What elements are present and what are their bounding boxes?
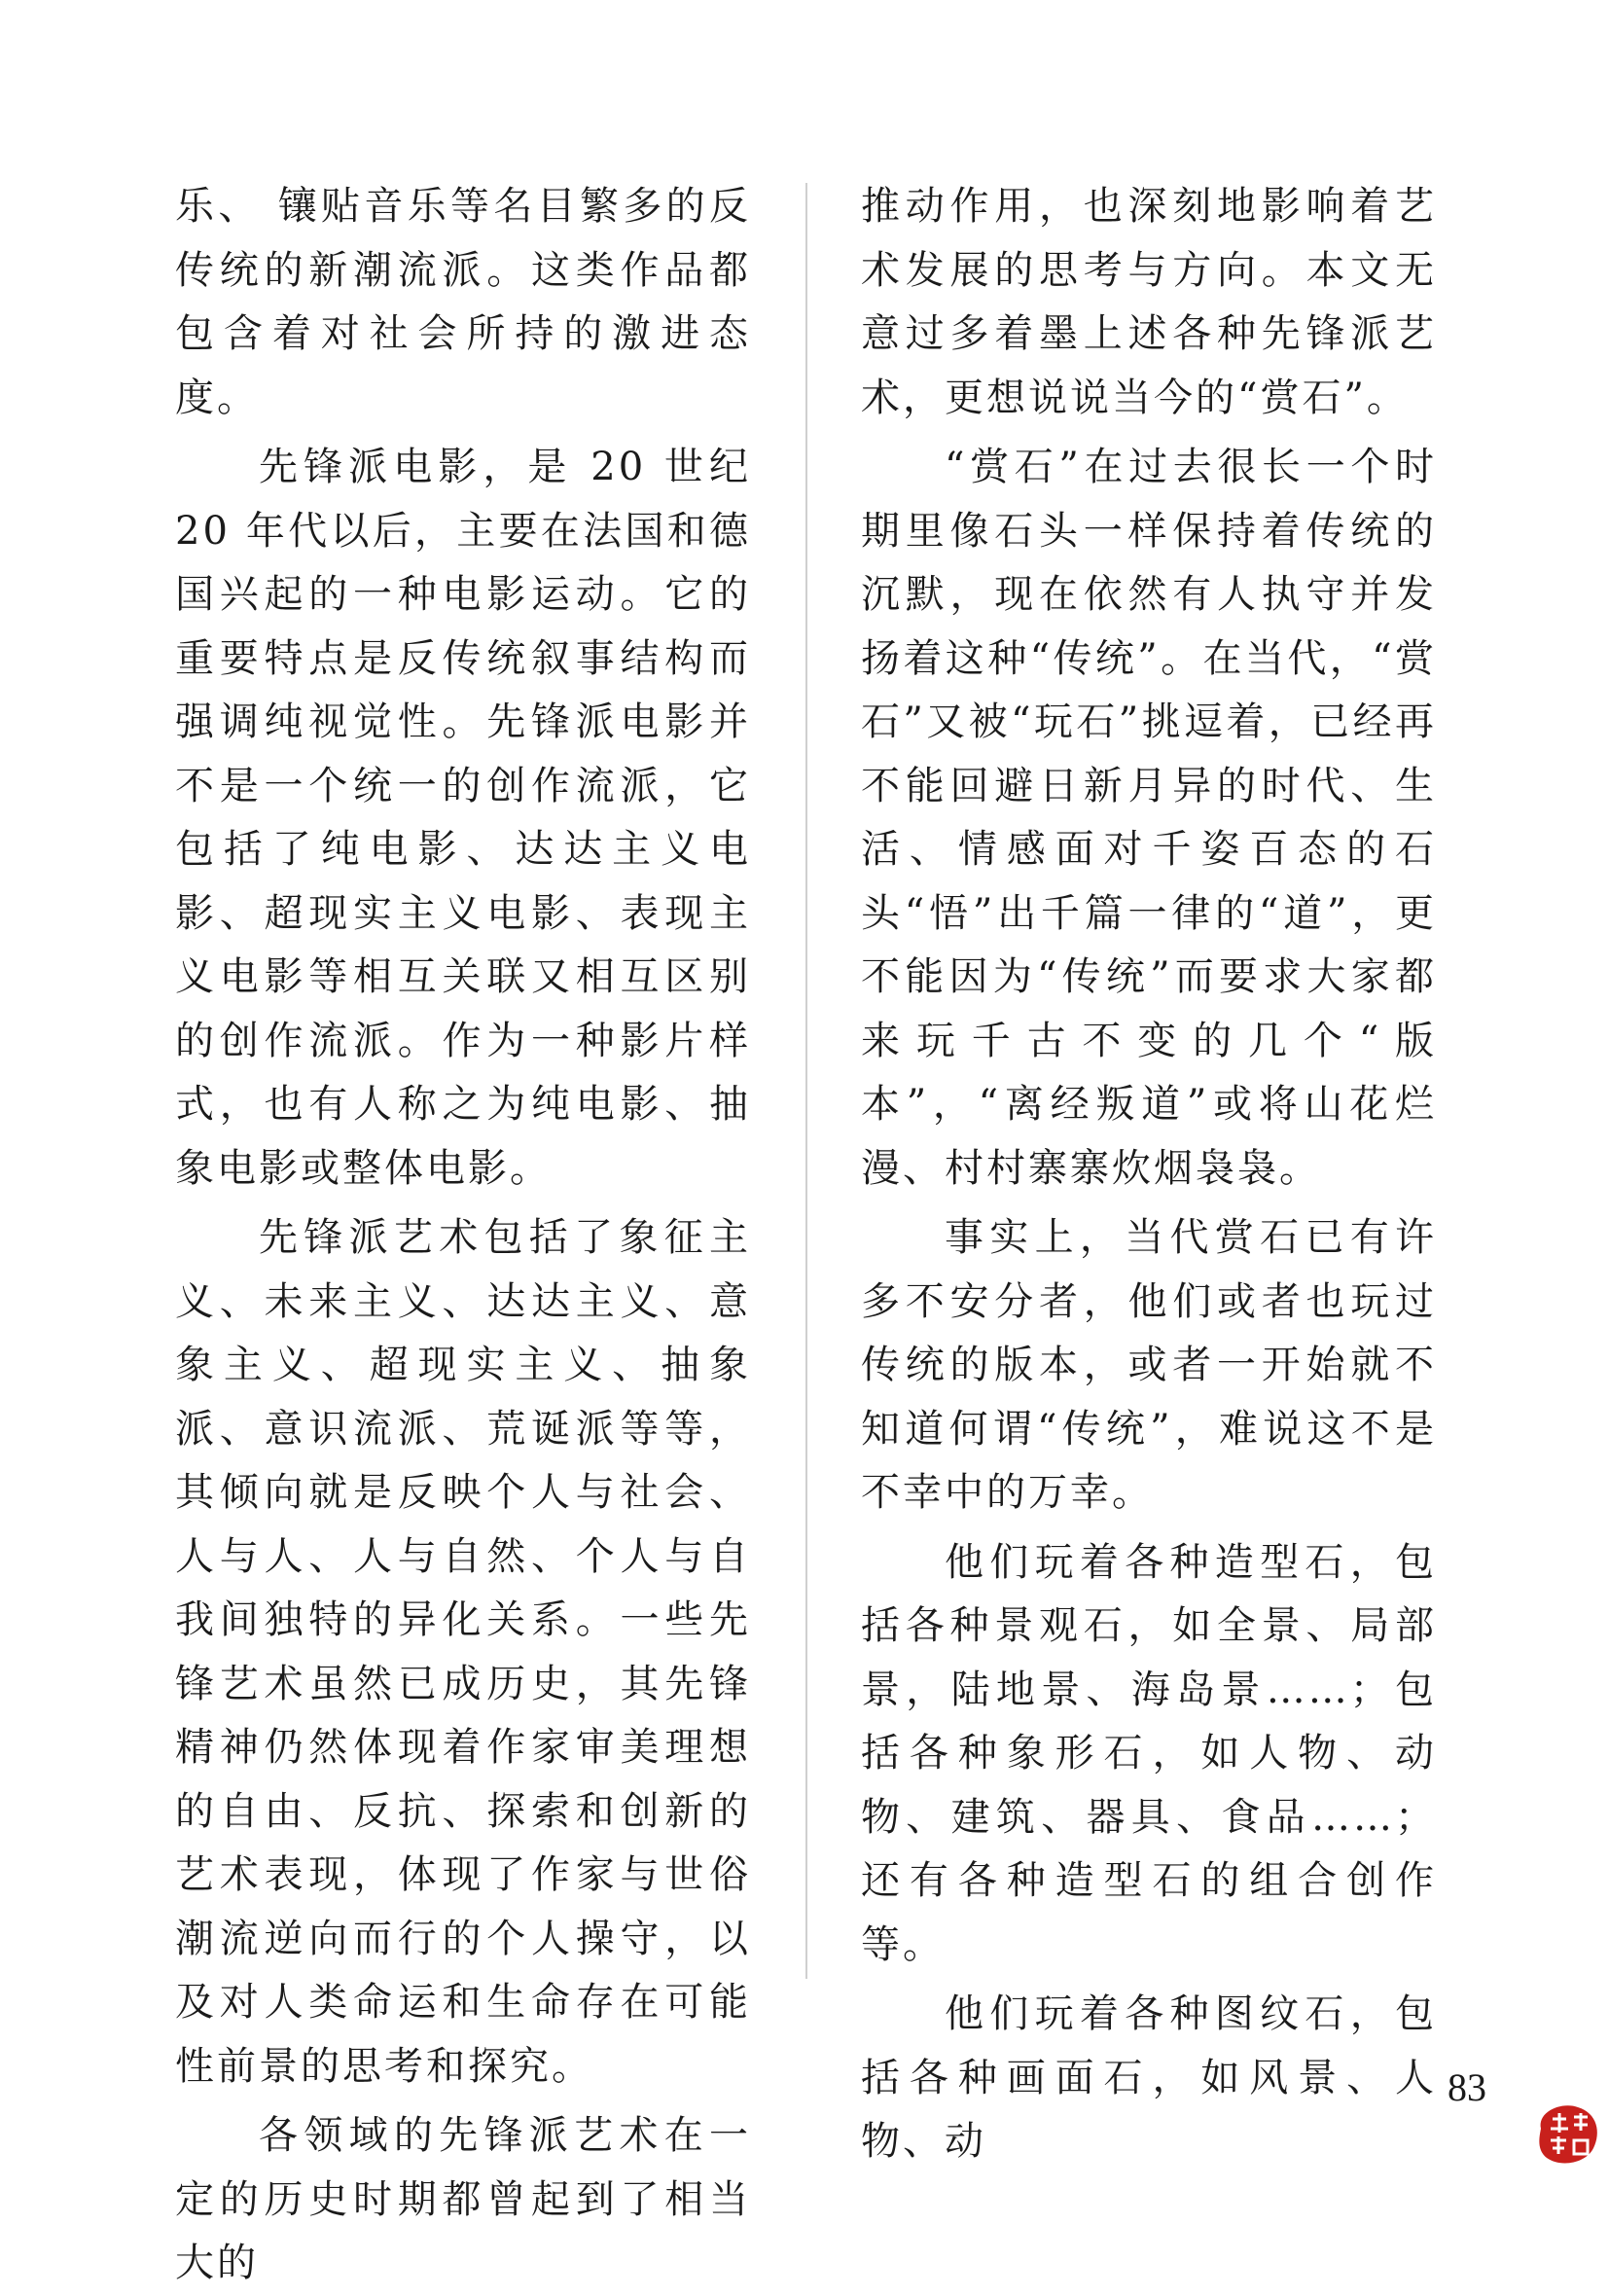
page-number: 83 (1448, 2065, 1486, 2109)
right-paragraph-5: 他们玩着各种图纹石，包括各种画面石，如风景、人物、动 (861, 1991, 1437, 2164)
right-paragraph-2: “赏石”在过去很长一个时期里像石头一样保持着传统的沉默，现在依然有人执守并发扬着这种“传统”。在当代，“赏石”又被“玩石”挑逗着，已经再不能回避日新月异的时代、生活、情感面对千姿百态的石头“悟”出千篇一律的“道”，更不能因为“传统”而要求大家都来玩千古不变的几个“版本”，“离经叛道”或将山花烂漫、村村寨寨炊烟袅袅。 (861, 445, 1437, 1191)
left-column (175, 175, 751, 2296)
left-paragraph-4: 各领域的先锋派艺术在一定的历史时期都曾起到了相当大的 (175, 2113, 751, 2285)
left-paragraph-3: 先锋派艺术包括了象征主义、未来主义、达达主义、意象主义、超现实主义、抽象派、意识流派、荒诞派等等，其倾向就是反映个人与社会、人与人、人与自然、个人与自我间独特的异化关系。一些先锋艺术虽然已成历史，其先锋精神仍然体现着作家审美理想的自由、反抗、探索和创新的艺术表现，体现了作家与世俗潮流逆向而行的个人操守，以及对人类命运和生命存在可能性前景的思考和探究。 (175, 1215, 751, 2089)
right-paragraph-1: 推动作用，也深刻地影响着艺术发展的思考与方向。本文无意过多着墨上述各种先锋派艺术，更想说说当今的“赏石”。 (861, 184, 1437, 420)
right-paragraph-3: 事实上，当代赏石已有许多不安分者，他们或者也玩过传统的版本，或者一开始就不知道何谓“传统”，难说这不是不幸中的万幸。 (861, 1215, 1437, 1515)
right-paragraph-4: 他们玩着各种造型石，包括各种景观石，如全景、局部景，陆地景、海岛景……；包括各种象形石，如人物、动物、建筑、器具、食品……；还有各种造型石的组合创作等。 (861, 1539, 1437, 1967)
left-paragraph-1: 乐、 镶贴音乐等名目繁多的反传统的新潮流派。这类作品都包含着对社会所持的激进态度。 (175, 184, 751, 420)
right-column (861, 175, 1437, 2174)
left-paragraph-2: 先锋派电影，是 20 世纪 20 年代以后，主要在法国和德国兴起的一种电影运动。它的重要特点是反传统叙事结构而强调纯视觉性。先锋派电影并不是一个统一的创作流派，它包括了纯电影、达达主义电影、超现实主义电影、表现主义电影等相互关联又相互区别的创作流派。作为一种影片样式，也有人称之为纯电影、抽象电影或整体电影。 (175, 445, 751, 1191)
column-divider (805, 183, 807, 1979)
watermark-seal-icon (1533, 2099, 1603, 2170)
